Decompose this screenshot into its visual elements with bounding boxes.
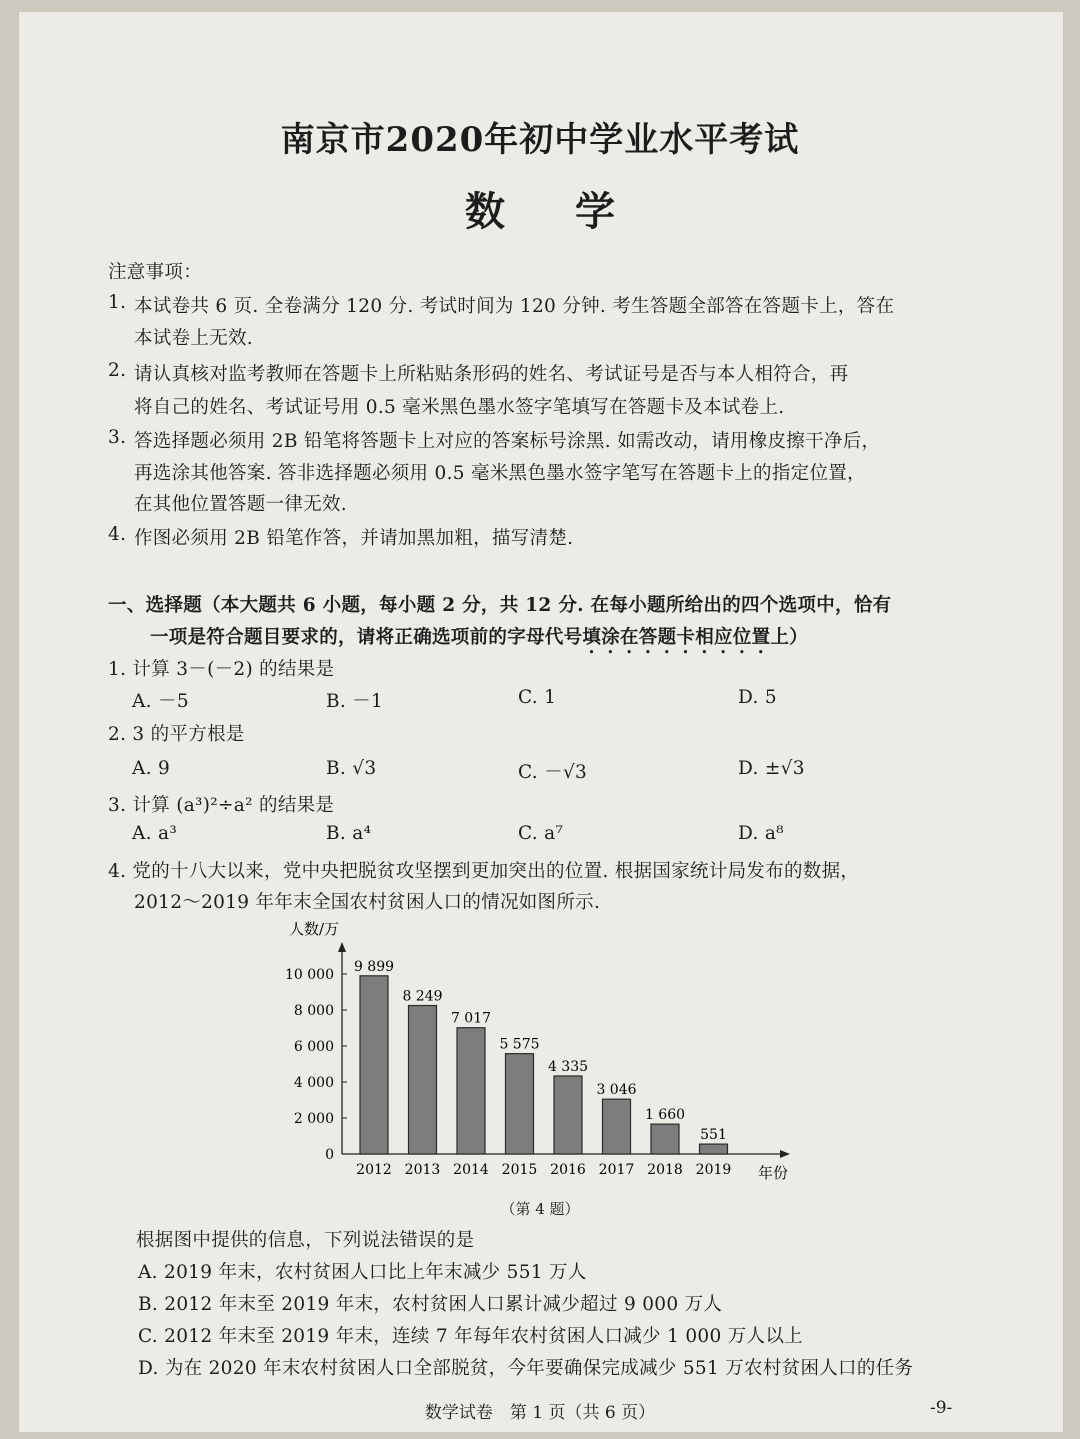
bar bbox=[554, 1076, 582, 1154]
bar bbox=[457, 1028, 485, 1154]
notice-4-num: 4. bbox=[108, 524, 127, 545]
y-axis-label: 人数/万 bbox=[288, 920, 339, 938]
q3-option-d: D. a⁸ bbox=[738, 823, 784, 844]
q1-option-d: D. 5 bbox=[738, 687, 777, 708]
notice-3-num: 3. bbox=[108, 427, 127, 448]
q2-option-c: C. －√3 bbox=[518, 762, 588, 783]
bar-value-label: 9 899 bbox=[353, 958, 395, 975]
q3-option-c: C. a⁷ bbox=[518, 823, 564, 844]
y-tick-label: 4 000 bbox=[293, 1075, 334, 1091]
subject-title: 数学 bbox=[465, 188, 685, 235]
y-axis-arrow bbox=[338, 942, 346, 952]
x-axis-arrow bbox=[780, 1150, 790, 1158]
bar-value-label: 3 046 bbox=[596, 1082, 637, 1099]
q4-option-b: B. 2012 年末至 2019 年末，农村贫困人口累计减少超过 9 000 万人 bbox=[138, 1294, 723, 1315]
q2-option-d: D. ±√3 bbox=[738, 758, 805, 779]
instruction-emphasis: 填涂在答题卡相应位置 bbox=[582, 627, 771, 648]
poverty-bar-chart bbox=[250, 912, 810, 1202]
instruction-part-a: 一项是符合题目要求的，请将正确选项前的字母代号 bbox=[150, 627, 583, 648]
bar bbox=[651, 1124, 679, 1154]
section-1-heading: 一、选择题（本大题共 6 小题，每小题 2 分，共 12 分. 在每小题所给出的四个选项中，恰有 bbox=[108, 595, 892, 616]
bar bbox=[603, 1099, 631, 1154]
q4-prompt: 根据图中提供的信息，下列说法错误的是 bbox=[136, 1230, 475, 1251]
q2-option-b: B. √3 bbox=[326, 758, 377, 779]
bar-value-label: 8 249 bbox=[402, 988, 443, 1005]
notice-2-num: 2. bbox=[108, 360, 127, 381]
bar-value-label: 5 575 bbox=[499, 1036, 540, 1053]
y-tick-label: 10 000 bbox=[285, 967, 334, 983]
q1-option-c: C. 1 bbox=[518, 687, 557, 708]
page-number: -9- bbox=[930, 1398, 953, 1418]
notice-2-line-2: 将自己的姓名、考试证号用 0.5 毫米黑色墨水签字笔填写在答题卡及本试卷上. bbox=[134, 397, 785, 418]
y-tick-label: 8 000 bbox=[293, 1003, 334, 1019]
q3-option-a: A. a³ bbox=[132, 823, 178, 844]
y-tick-label: 0 bbox=[325, 1147, 334, 1163]
q3-option-b: B. a⁴ bbox=[326, 823, 372, 844]
section-1-instruction bbox=[150, 623, 808, 658]
x-tick-label: 2016 bbox=[550, 1162, 586, 1178]
y-tick-label: 2 000 bbox=[293, 1111, 334, 1127]
bar bbox=[409, 1006, 437, 1154]
x-axis-label: 年份 bbox=[758, 1164, 789, 1182]
y-tick-label: 6 000 bbox=[293, 1039, 334, 1055]
q2-stem: 2. 3 的平方根是 bbox=[108, 724, 245, 745]
notice-2-line-1: 请认真核对监考教师在答题卡上所粘贴条形码的姓名、考试证号是否与本人相符合，再 bbox=[134, 364, 849, 385]
notice-3-line-3: 在其他位置答题一律无效. bbox=[134, 494, 347, 515]
q3-stem: 3. 计算 (a³)²÷a² 的结果是 bbox=[108, 795, 335, 816]
x-tick-label: 2018 bbox=[647, 1162, 683, 1178]
chart-caption: （第 4 题） bbox=[500, 1200, 580, 1218]
x-tick-label: 2015 bbox=[501, 1162, 538, 1178]
notice-3-line-1: 答选择题必须用 2B 铅笔将答题卡上对应的答案标号涂黑. 如需改动，请用橡皮擦干净后， bbox=[134, 431, 881, 452]
bar bbox=[506, 1054, 534, 1154]
notice-1-line-2: 本试卷上无效. bbox=[134, 328, 253, 349]
bar bbox=[360, 976, 388, 1154]
bar bbox=[700, 1144, 728, 1154]
x-tick-label: 2014 bbox=[453, 1162, 489, 1178]
q4-option-a: A. 2019 年末，农村贫困人口比上年末减少 551 万人 bbox=[138, 1262, 587, 1283]
notice-heading: 注意事项： bbox=[108, 262, 203, 283]
bar-value-label: 551 bbox=[700, 1127, 727, 1144]
x-tick-label: 2012 bbox=[356, 1162, 392, 1178]
bar-value-label: 1 660 bbox=[644, 1107, 686, 1124]
page-footer: 数学试卷 第 1 页（共 6 页） bbox=[424, 1403, 656, 1423]
instruction-part-c: 上） bbox=[770, 627, 809, 648]
notice-3-line-2: 再选涂其他答案. 答非选择题必须用 0.5 毫米黑色墨水签字笔写在答题卡上的指定位置， bbox=[134, 463, 866, 484]
notice-4-line-1: 作图必须用 2B 铅笔作答，并请加黑加粗，描写清楚. bbox=[134, 528, 574, 549]
q1-stem: 1. 计算 3－(－2) 的结果是 bbox=[108, 659, 335, 680]
q4-stem-line-2: 2012～2019 年年末全国农村贫困人口的情况如图所示. bbox=[134, 892, 601, 913]
q1-option-a: A. －5 bbox=[132, 691, 189, 712]
x-tick-label: 2013 bbox=[404, 1162, 441, 1178]
bar-value-label: 4 335 bbox=[547, 1058, 589, 1075]
x-tick-label: 2019 bbox=[695, 1162, 732, 1178]
q1-option-b: B. －1 bbox=[326, 691, 384, 712]
q2-option-a: A. 9 bbox=[132, 758, 171, 779]
x-tick-label: 2017 bbox=[598, 1162, 635, 1178]
notice-1-num: 1. bbox=[108, 292, 127, 313]
notice-1-line-1: 本试卷共 6 页. 全卷满分 120 分. 考试时间为 120 分钟. 考生答题全部答在答题卡上，答在 bbox=[134, 296, 895, 317]
q4-option-d: D. 为在 2020 年末农村贫困人口全部脱贫，今年要确保完成减少 551 万农村贫困人口的任务 bbox=[138, 1358, 914, 1379]
bar-value-label: 7 017 bbox=[450, 1010, 492, 1027]
exam-title: 南京市2020年初中学业水平考试 bbox=[280, 120, 800, 160]
q4-option-c: C. 2012 年末至 2019 年末，连续 7 年每年农村贫困人口减少 1 000 万人以上 bbox=[138, 1326, 803, 1347]
q4-stem-line-1: 4. 党的十八大以来，党中央把脱贫攻坚摆到更加突出的位置. 根据国家统计局发布的数据， bbox=[108, 861, 860, 882]
